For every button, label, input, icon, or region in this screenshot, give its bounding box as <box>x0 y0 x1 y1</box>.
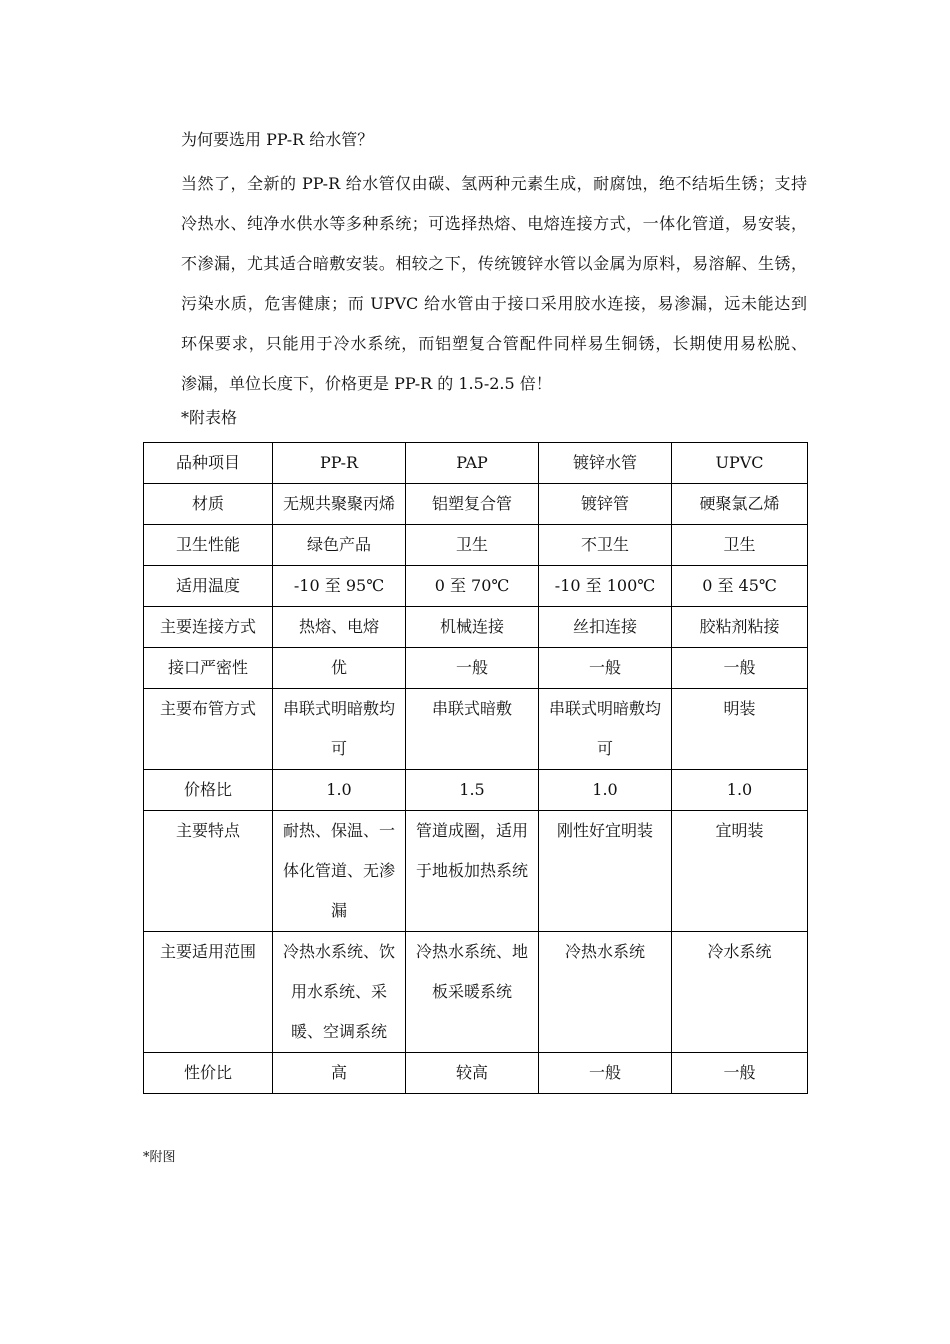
table-cell: 镀锌管 <box>539 484 672 525</box>
table-cell: 无规共聚聚丙烯 <box>273 484 406 525</box>
table-cell: 材质 <box>144 484 273 525</box>
table-cell: 1.5 <box>406 770 539 811</box>
table-cell: 一般 <box>672 648 808 689</box>
table-cell: 性价比 <box>144 1053 273 1094</box>
table-cell: 冷热水系统、饮用水系统、采暖、空调系统 <box>273 932 406 1053</box>
table-cell: 主要特点 <box>144 811 273 932</box>
table-cell: 胶粘剂粘接 <box>672 607 808 648</box>
table-cell: 一般 <box>539 648 672 689</box>
table-row <box>144 770 808 811</box>
table-cell: 管道成圈，适用于地板加热系统 <box>406 811 539 932</box>
table-cell: 串联式明暗敷均可 <box>539 689 672 770</box>
table-cell: -10 至 100℃ <box>539 566 672 607</box>
table-row <box>144 648 808 689</box>
table-cell: 一般 <box>539 1053 672 1094</box>
table-cell: 机械连接 <box>406 607 539 648</box>
table-cell: 明装 <box>672 689 808 770</box>
table-cell: 丝扣连接 <box>539 607 672 648</box>
table-cell: 适用温度 <box>144 566 273 607</box>
header-cell-upvc: UPVC <box>672 443 808 484</box>
table-cell: 主要连接方式 <box>144 607 273 648</box>
paragraph-line: 污染水质，危害健康；而 UPVC 给水管由于接口采用胶水连接，易渗漏，远未能达到 <box>181 294 807 313</box>
table-cell: 卫生 <box>672 525 808 566</box>
table-cell: 卫生 <box>406 525 539 566</box>
header-cell-item: 品种项目 <box>144 443 273 484</box>
table-cell: 卫生性能 <box>144 525 273 566</box>
table-cell: 串联式暗敷 <box>406 689 539 770</box>
table-cell: 高 <box>273 1053 406 1094</box>
intro-paragraph <box>181 164 807 404</box>
table-cell: 冷热水系统 <box>539 932 672 1053</box>
table-cell: 优 <box>273 648 406 689</box>
table-cell: 主要布管方式 <box>144 689 273 770</box>
paragraph-line: 渗漏，单位长度下，价格更是 PP-R 的 1.5-2.5 倍！ <box>181 374 552 393</box>
table-cell: 冷水系统 <box>672 932 808 1053</box>
paragraph-line: 不渗漏，尤其适合暗敷安装。相较之下，传统镀锌水管以金属为原料，易溶解、生锈， <box>181 254 807 273</box>
table-row <box>144 484 808 525</box>
paragraph-line: 冷热水、纯净水供水等多种系统；可选择热熔、电熔连接方式，一体化管道，易安装， <box>181 214 807 233</box>
table-row <box>144 689 808 770</box>
paragraph-line: 当然了，全新的 PP-R 给水管仅由碳、氢两种元素生成，耐腐蚀，绝不结垢生锈；支持 <box>181 174 807 193</box>
table-cell: 绿色产品 <box>273 525 406 566</box>
table-cell: 1.0 <box>273 770 406 811</box>
table-note: *附表格 <box>181 408 238 427</box>
table-row <box>144 607 808 648</box>
table-cell: 一般 <box>672 1053 808 1094</box>
table-row <box>144 566 808 607</box>
document-title: 为何要选用 PP-R 给水管？ <box>181 130 374 149</box>
table-cell: 1.0 <box>539 770 672 811</box>
table-header-row <box>144 443 808 484</box>
table-cell: 串联式明暗敷均可 <box>273 689 406 770</box>
table-cell: 接口严密性 <box>144 648 273 689</box>
table-cell: 刚性好宜明装 <box>539 811 672 932</box>
table-cell: 宜明装 <box>672 811 808 932</box>
figure-note: *附图 <box>143 1150 176 1165</box>
table-cell: 不卫生 <box>539 525 672 566</box>
table-row <box>144 932 808 1053</box>
comparison-table <box>143 442 808 1094</box>
table-row <box>144 811 808 932</box>
table-row <box>144 1053 808 1094</box>
table-cell: 主要适用范围 <box>144 932 273 1053</box>
table-cell: 一般 <box>406 648 539 689</box>
header-cell-ppr: PP-R <box>273 443 406 484</box>
table-cell: 价格比 <box>144 770 273 811</box>
header-cell-galvanized: 镀锌水管 <box>539 443 672 484</box>
table-row <box>144 525 808 566</box>
table-cell: 较高 <box>406 1053 539 1094</box>
table-cell: 1.0 <box>672 770 808 811</box>
table-cell: -10 至 95℃ <box>273 566 406 607</box>
table-cell: 耐热、保温、一体化管道、无渗漏 <box>273 811 406 932</box>
table-cell: 0 至 45℃ <box>672 566 808 607</box>
header-cell-pap: PAP <box>406 443 539 484</box>
table-cell: 硬聚氯乙烯 <box>672 484 808 525</box>
table-cell: 铝塑复合管 <box>406 484 539 525</box>
paragraph-line: 环保要求，只能用于冷水系统，而铝塑复合管配件同样易生铜锈，长期使用易松脱、 <box>181 334 807 353</box>
table-cell: 热熔、电熔 <box>273 607 406 648</box>
table-cell: 0 至 70℃ <box>406 566 539 607</box>
table-cell: 冷热水系统、地板采暖系统 <box>406 932 539 1053</box>
